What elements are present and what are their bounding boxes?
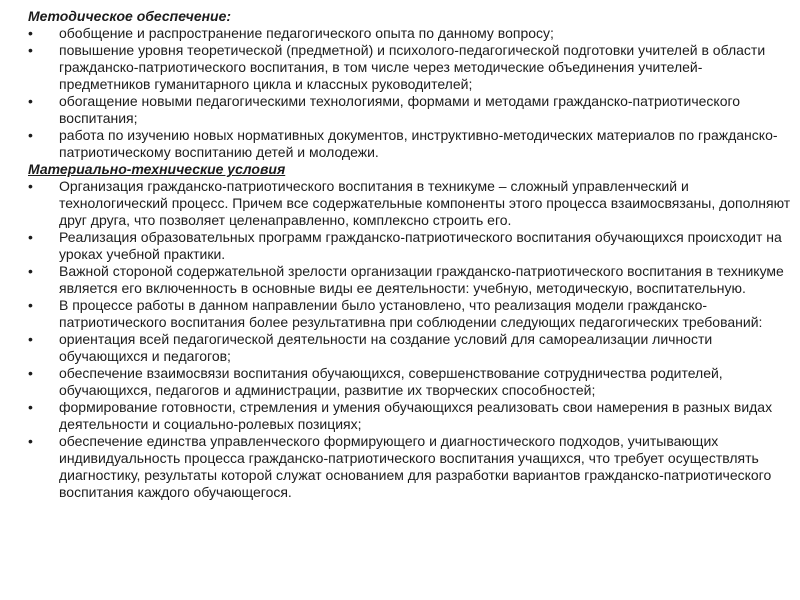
- list-item: [28, 93, 792, 127]
- list-item: [28, 42, 792, 93]
- list-item: [28, 229, 792, 263]
- list-item-text: Организация гражданско-патриотического воспитания в техникуме – сложный управленческий и технологический процесс. Причем все содержательные компоненты этого процесса взаимосвязаны, дополняют друг друга, что позволяет целенаправленно, комплексно строить его.: [59, 178, 791, 228]
- list-item-text: формирование готовности, стремления и умения обучающихся реализовать свои намерения в разных видах деятельности и социально-ролевых позициях;: [59, 399, 773, 432]
- section-heading-material: Материально-технические условия: [28, 161, 286, 177]
- list-item: [28, 25, 792, 42]
- list-item-text: повышение уровня теоретической (предметной) и психолого-педагогической подготовки учителей в области гражданско-патриотического воспитания, в том числе через методические объединения учителей-предметников гуманитарного цикла и классных руководителей;: [59, 42, 766, 92]
- list-item: [28, 263, 792, 297]
- methodical-list: [28, 25, 792, 161]
- list-item: [28, 399, 792, 433]
- list-item-text: Важной стороной содержательной зрелости организации гражданско-патриотического воспитания в техникуме является его включенность в основные виды ее деятельности: учебную, методическую, воспитательную.: [59, 263, 784, 296]
- list-item-text: ориентация всей педагогической деятельности на создание условий для самореализации личности обучающихся и педагогов;: [59, 331, 713, 364]
- list-item-text: Реализация образовательных программ гражданско-патриотического воспитания обучающихся происходит на уроках учебной практики.: [59, 229, 782, 262]
- bullet-icon: •: [28, 365, 33, 381]
- list-item-text: обеспечение взаимосвязи воспитания обучающихся, совершенствование сотрудничества родителей, обучающихся, педагогов и администрации, развитие их творческих способностей;: [59, 365, 723, 398]
- list-item-text: обогащение новыми педагогическими технологиями, формами и методами гражданско-патриотического воспитания;: [59, 93, 741, 126]
- list-item: [28, 297, 792, 331]
- bullet-icon: •: [28, 25, 33, 41]
- list-item: [28, 331, 792, 365]
- bullet-icon: •: [28, 93, 33, 109]
- list-item: [28, 433, 792, 501]
- bullet-icon: •: [28, 127, 33, 143]
- bullet-icon: •: [28, 433, 33, 449]
- bullet-icon: •: [28, 42, 33, 58]
- list-item: [28, 365, 792, 399]
- list-item-text: В процессе работы в данном направлении было установлено, что реализация модели гражданско-патриотического воспитания более результативна при соблюдении следующих педагогических требований:: [59, 297, 763, 330]
- list-item: [28, 178, 792, 229]
- bullet-icon: •: [28, 263, 33, 279]
- material-list: [28, 178, 792, 501]
- bullet-icon: •: [28, 297, 33, 313]
- list-item-text: обеспечение единства управленческого формирующего и диагностического подходов, учитывающих индивидуальность процесса гражданско-патриотического воспитания учащихся, что требует осуществлять диагностику, результаты которой служат основанием для разработки вариантов гражданско-патриотического воспитания каждого обучающегося.: [59, 433, 772, 500]
- bullet-icon: •: [28, 331, 33, 347]
- list-item-text: обобщение и распространение педагогического опыта по данному вопросу;: [59, 25, 554, 41]
- list-item-text: работа по изучению новых нормативных документов, инструктивно-методических материалов по гражданско-патриотическому воспитанию детей и молодежи.: [59, 127, 778, 160]
- bullet-icon: •: [28, 229, 33, 245]
- bullet-icon: •: [28, 399, 33, 415]
- list-item: [28, 127, 792, 161]
- bullet-icon: •: [28, 178, 33, 194]
- section-heading-methodical: Методическое обеспечение:: [28, 8, 232, 24]
